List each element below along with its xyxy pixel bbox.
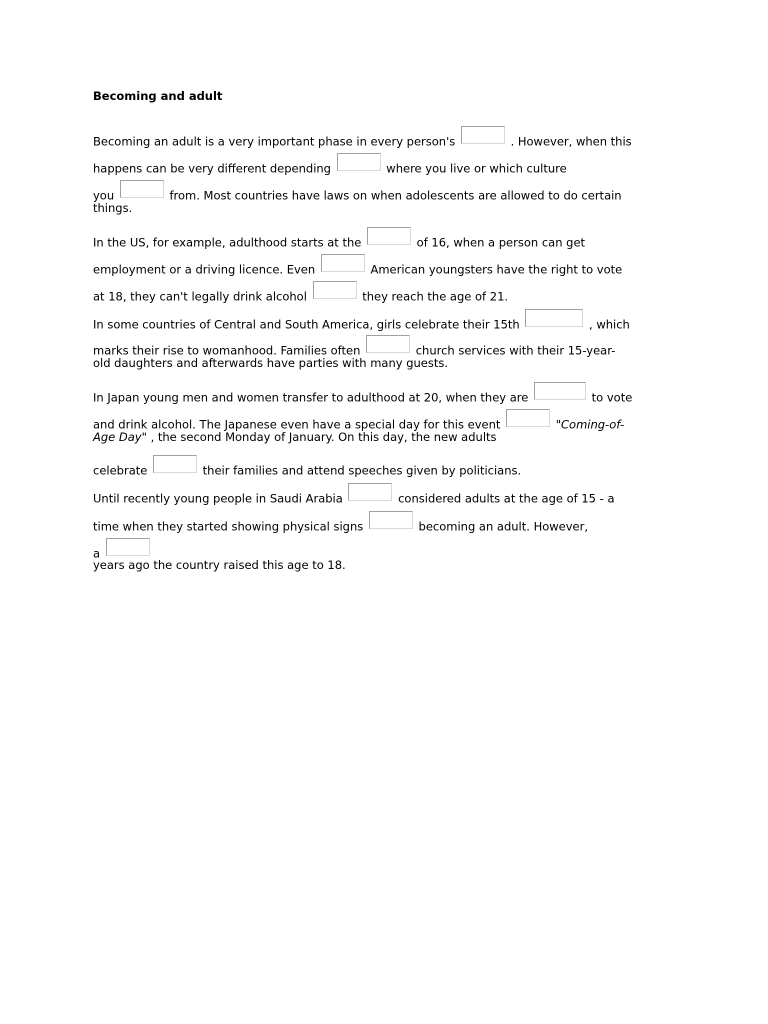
text-segment: becoming an adult. However, xyxy=(418,519,588,534)
text-line xyxy=(93,309,630,333)
text-segment: a xyxy=(93,546,101,561)
text-segment: . However, when this xyxy=(510,134,632,149)
blank-input-8[interactable] xyxy=(366,335,410,353)
page-title: Becoming and adult xyxy=(93,89,223,103)
blank-input-2[interactable] xyxy=(337,153,381,171)
text-segment: years ago the country raised this age to 18. xyxy=(93,558,346,572)
text-segment: , which xyxy=(589,317,630,332)
blank-input-12[interactable] xyxy=(348,483,392,501)
text-line xyxy=(93,455,521,479)
text-line xyxy=(93,557,346,573)
text-line xyxy=(93,180,622,204)
text-segment: marks their rise to womanhood. Families often xyxy=(93,343,361,358)
text-line xyxy=(93,382,632,406)
text-line xyxy=(93,281,508,305)
text-line xyxy=(93,483,615,507)
text-segment: things. xyxy=(93,201,133,215)
blank-input-3[interactable] xyxy=(120,180,164,198)
text-line xyxy=(93,227,585,251)
text-line xyxy=(93,153,567,177)
text-segment-italic: Age Day" xyxy=(93,430,147,444)
text-segment-italic: "Coming-of- xyxy=(555,417,625,432)
text-line xyxy=(93,355,448,371)
text-segment: and drink alcohol. The Japanese even have a special day for this event xyxy=(93,417,501,432)
text-line xyxy=(93,254,622,278)
text-segment: old daughters and afterwards have parties with many guests. xyxy=(93,356,449,370)
text-segment: American youngsters have the right to vote xyxy=(370,262,623,277)
text-segment: celebrate xyxy=(93,463,148,478)
text-segment: where you live or which culture xyxy=(386,161,567,176)
blank-input-10[interactable] xyxy=(506,409,550,427)
blank-input-4[interactable] xyxy=(367,227,411,245)
text-segment: , the second Monday of January. On this day, the new adults xyxy=(150,430,497,444)
text-segment: considered adults at the age of 15 - a xyxy=(398,491,615,506)
blank-input-1[interactable] xyxy=(461,126,505,144)
text-segment: they reach the age of 21. xyxy=(362,289,509,304)
text-line xyxy=(93,429,497,445)
text-segment: In some countries of Central and South America, girls celebrate their 15th xyxy=(93,317,520,332)
blank-input-5[interactable] xyxy=(321,254,365,272)
blank-input-14[interactable] xyxy=(106,538,150,556)
text-segment: from. Most countries have laws on when adolescents are allowed to do certain xyxy=(169,188,622,203)
text-segment: their families and attend speeches given by politicians. xyxy=(202,463,522,478)
text-segment: In Japan young men and women transfer to adulthood at 20, when they are xyxy=(93,390,529,405)
blank-input-11[interactable] xyxy=(153,455,197,473)
text-segment: In the US, for example, adulthood starts at the xyxy=(93,235,362,250)
text-line xyxy=(93,511,588,535)
blank-input-6[interactable] xyxy=(313,281,357,299)
text-segment: you xyxy=(93,188,115,203)
text-line xyxy=(93,126,632,150)
blank-input-7[interactable] xyxy=(525,309,583,327)
blank-input-9[interactable] xyxy=(534,382,586,400)
text-segment: church services with their 15-year- xyxy=(415,343,616,358)
text-line xyxy=(93,200,132,216)
text-segment: Until recently young people in Saudi Arabia xyxy=(93,491,343,506)
text-segment: at 18, they can't legally drink alcohol xyxy=(93,289,307,304)
text-segment: to vote xyxy=(591,390,633,405)
blank-input-13[interactable] xyxy=(369,511,413,529)
text-segment: employment or a driving licence. Even xyxy=(93,262,316,277)
text-segment: time when they started showing physical signs xyxy=(93,519,364,534)
text-segment: happens can be very different depending xyxy=(93,161,331,176)
text-segment: Becoming an adult is a very important phase in every person's xyxy=(93,134,456,149)
text-segment: of 16, when a person can get xyxy=(416,235,586,250)
